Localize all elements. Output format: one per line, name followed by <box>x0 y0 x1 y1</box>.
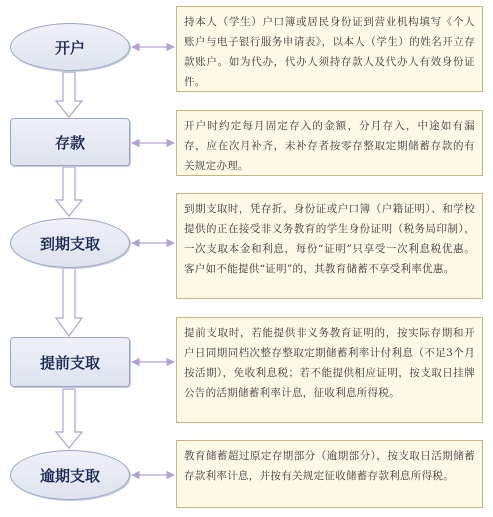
step-maturity-withdrawal: 到期支取 <box>10 218 130 268</box>
step-early-withdrawal: 提前支取 <box>10 337 130 387</box>
desc-overdue-withdrawal: 教育储蓄超过原定存期部分（逾期部分），按支取日活期储蓄存款利率计息，并按有关规定征收储蓄存款利息所得税。 <box>176 440 483 508</box>
desc-maturity-withdrawal: 到期支取时，凭存折、身份证或户口簿（户籍证明）、和学校提供的正在接受非义务教育的学生身份证明（税务局印制），一次支取本金和利息，每份“证明”只享受一次利息税优惠。客户如不能提供“证明”的，其教育储蓄不享受利率优惠。 <box>176 193 483 299</box>
desc-early-withdrawal: 提前支取时，若能提供非义务教育证明的，按实际存期和开户日同期同档次整存整取定期储蓄利率计付利息（不足3个月按活期），免收利息税；若不能提供相应证明，按支取日挂牌公告的活期储蓄利率计息，征收利息所得税。 <box>176 317 483 423</box>
desc-deposit: 开户时约定每月固定存入的金额，分月存入，中途如有漏存，应在次月补齐，未补存者按零存整取定期储蓄存款的有关规定办理。 <box>176 110 483 176</box>
flow-arrow-2 <box>56 167 82 216</box>
flow-arrow-4 <box>56 389 82 448</box>
step-deposit: 存款 <box>10 118 130 166</box>
flow-arrow-1 <box>56 72 82 117</box>
step-open-account: 开户 <box>10 23 130 71</box>
desc-open-account: 持本人（学生）户口簿或居民身份证到营业机构填写《个人账户与电子银行服务申请表》，以本人（学生）的姓名开立存款账户。如为代办，代办人须持存款人及代办人有效身份证件。 <box>176 6 483 92</box>
step-overdue-withdrawal: 逾期支取 <box>10 450 130 500</box>
flow-arrow-3 <box>56 268 82 336</box>
